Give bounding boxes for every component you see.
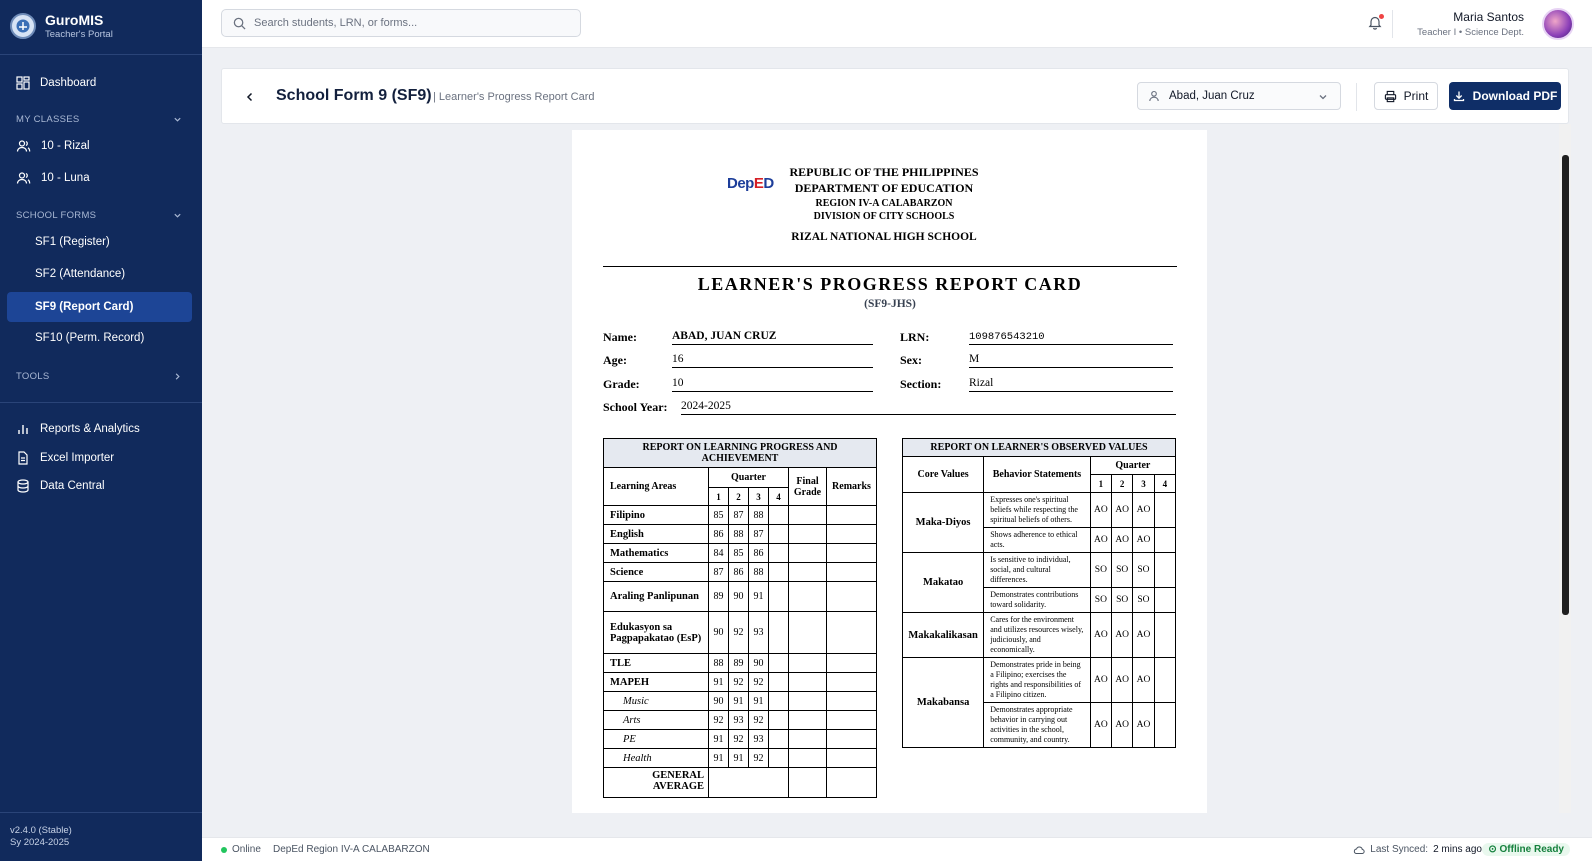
value-rating: AO: [1090, 658, 1111, 703]
avatar[interactable]: [1542, 8, 1574, 40]
value-rating: AO: [1133, 658, 1154, 703]
final-grade: [789, 506, 827, 525]
learning-area: English: [604, 525, 709, 544]
quarter-grade: 89: [729, 654, 749, 673]
nav-dashboard-label: Dashboard: [40, 77, 97, 89]
my-classes-section[interactable]: [16, 114, 182, 125]
quarter-grade: 93: [749, 612, 769, 654]
table-row: [604, 506, 877, 525]
region-label: DepEd Region IV-A CALABARZON: [273, 844, 430, 855]
report-subtitle: (SF9-JHS): [864, 298, 916, 310]
quarter-grade: 88: [709, 654, 729, 673]
divider: [1356, 83, 1357, 111]
quarter-grade: 90: [709, 692, 729, 711]
core-value: Maka-Diyos: [903, 493, 984, 553]
final-grade: [789, 525, 827, 544]
download-pdf-button[interactable]: [1449, 82, 1561, 110]
tools-section[interactable]: [16, 371, 182, 382]
quarter-grade: 88: [749, 563, 769, 582]
connection-status: [221, 844, 261, 855]
online-label: Online: [232, 844, 261, 855]
quarter-grade: [769, 563, 789, 582]
chevron-down-icon: [1318, 92, 1328, 102]
value-rating: [1154, 553, 1175, 588]
value-rating: AO: [1090, 493, 1111, 528]
last-synced-value: 2 mins ago: [1433, 844, 1482, 855]
col-quarter: Quarter: [1090, 457, 1175, 475]
nav-excel-importer[interactable]: [7, 444, 192, 472]
table-row: [604, 525, 877, 544]
table-cell: [789, 768, 827, 798]
value-rating: AO: [1133, 493, 1154, 528]
quarter-grade: [769, 749, 789, 768]
nav-dashboard[interactable]: [7, 69, 192, 97]
sync-status: [1353, 844, 1482, 855]
print-button[interactable]: [1374, 82, 1438, 110]
value-rating: [1154, 528, 1175, 553]
nav-data-central-label: Data Central: [40, 480, 105, 492]
quarter-grade: 85: [729, 544, 749, 563]
tools-label: TOOLS: [16, 371, 50, 382]
quarter-grade: 91: [749, 692, 769, 711]
page-header: [221, 68, 1569, 124]
status-bar: [202, 837, 1592, 861]
nav-sf1-label: SF1 (Register): [35, 236, 110, 248]
school-logo-icon: [10, 13, 36, 39]
grade-value: 10: [672, 377, 873, 392]
final-grade: [789, 692, 827, 711]
quarter-grade: 87: [709, 563, 729, 582]
quarter-grade: 93: [749, 730, 769, 749]
final-grade: [789, 612, 827, 654]
learning-area: Mathematics: [604, 544, 709, 563]
remarks: [827, 525, 877, 544]
chevron-down-icon: [173, 115, 182, 124]
quarter-header: 1: [1090, 475, 1111, 493]
value-rating: SO: [1090, 553, 1111, 588]
remarks: [827, 582, 877, 612]
page-title: School Form 9 (SF9): [276, 87, 432, 104]
dashboard-icon: [16, 76, 30, 90]
remarks: [827, 711, 877, 730]
quarter-header: 1: [709, 488, 729, 506]
value-rating: SO: [1112, 588, 1133, 613]
users-icon: [16, 139, 31, 153]
value-rating: [1154, 658, 1175, 703]
table-row: [604, 654, 877, 673]
remarks: [827, 730, 877, 749]
quarter-grade: 92: [749, 749, 769, 768]
value-rating: AO: [1090, 703, 1111, 748]
print-button-label: Print: [1403, 89, 1429, 103]
quarter-grade: [769, 711, 789, 730]
learning-area: Health: [604, 749, 709, 768]
divider: [1392, 10, 1393, 38]
learning-progress-table: [603, 438, 877, 798]
behavior-statement: Demonstrates appropriate behavior in carrying out activities in the school, community, and country.: [984, 703, 1091, 748]
quarter-grade: 91: [709, 730, 729, 749]
quarter-grade: [769, 544, 789, 563]
quarter-grade: 90: [729, 582, 749, 612]
department-heading: DEPARTMENT OF EDUCATION: [794, 181, 974, 195]
header-rule: [603, 266, 1177, 267]
quarter-grade: [769, 582, 789, 612]
school-year-label: Sy 2024-2025: [10, 837, 70, 848]
quarter-grade: 91: [749, 582, 769, 612]
learning-area: PE: [604, 730, 709, 749]
general-average-label: GENERAL AVERAGE: [604, 768, 709, 798]
age-value: 16: [672, 353, 873, 368]
learning-area: Music: [604, 692, 709, 711]
core-value: Makabansa: [903, 658, 984, 748]
quarter-grade: 92: [709, 711, 729, 730]
chevron-down-icon: [173, 211, 182, 220]
quarter-grade: [769, 612, 789, 654]
value-rating: [1154, 493, 1175, 528]
version-label: v2.4.0 (Stable): [10, 825, 72, 836]
col-core-values: Core Values: [903, 457, 984, 493]
school-forms-section[interactable]: [16, 210, 182, 221]
search-box[interactable]: [221, 9, 581, 37]
scrollbar-thumb[interactable]: [1562, 155, 1569, 615]
quarter-grade: [769, 525, 789, 544]
quarter-grade: 91: [729, 692, 749, 711]
quarter-grade: 93: [729, 711, 749, 730]
quarter-header: 4: [1154, 475, 1175, 493]
region-heading: REGION IV-A CALABARZON: [815, 198, 953, 209]
nav-data-central[interactable]: [7, 472, 192, 500]
nav-sf9-label: SF9 (Report Card): [35, 301, 134, 313]
quarter-grade: 86: [709, 525, 729, 544]
quarter-grade: 90: [749, 654, 769, 673]
school-forms-label: SCHOOL FORMS: [16, 210, 97, 221]
name-value: ABAD, JUAN CRUZ: [672, 330, 873, 345]
notification-button[interactable]: [1368, 15, 1382, 35]
progress-table-title: REPORT ON LEARNING PROGRESS AND ACHIEVEMENT: [604, 439, 877, 468]
nav-sf1[interactable]: [7, 228, 192, 256]
app-name: GuroMIS: [45, 12, 104, 28]
cloud-icon: [1353, 845, 1365, 855]
top-bar: [202, 0, 1592, 48]
chevron-left-icon: [244, 91, 256, 103]
col-quarter: Quarter: [709, 468, 789, 488]
nav-sf2[interactable]: [7, 260, 192, 288]
remarks: [827, 563, 877, 582]
printer-icon: [1384, 90, 1397, 103]
sidebar: [0, 0, 202, 861]
table-row: [604, 711, 877, 730]
learning-area: Edukasyon sa Pagpapakatao (EsP): [604, 612, 709, 654]
nav-class-luna[interactable]: [7, 164, 192, 192]
table-row: [604, 582, 877, 612]
table-cell: [827, 768, 877, 798]
quarter-grade: 86: [749, 544, 769, 563]
quarter-grade: 91: [729, 749, 749, 768]
table-row: [604, 563, 877, 582]
value-rating: AO: [1112, 493, 1133, 528]
final-grade: [789, 654, 827, 673]
nav-class-label: 10 - Rizal: [41, 140, 90, 152]
general-average-row: [604, 768, 877, 798]
quarter-header: 4: [769, 488, 789, 506]
final-grade: [789, 673, 827, 692]
value-rating: [1154, 703, 1175, 748]
nav-sf9[interactable]: [7, 292, 192, 322]
student-select-value: Abad, Juan Cruz: [1169, 90, 1255, 102]
nav-sf10[interactable]: [7, 324, 192, 352]
quarter-grade: 92: [749, 673, 769, 692]
value-rating: AO: [1090, 528, 1111, 553]
behavior-statement: Demonstrates contributions toward solidarity.: [984, 588, 1091, 613]
value-rating: AO: [1133, 613, 1154, 658]
value-rating: AO: [1112, 658, 1133, 703]
report-title: LEARNER'S PROGRESS REPORT CARD: [697, 274, 1083, 294]
table-row: [604, 749, 877, 768]
grade-label: Grade:: [603, 377, 640, 391]
check-circle-icon: ⊙: [1488, 844, 1500, 855]
age-label: Age:: [603, 353, 627, 367]
divider: [0, 54, 202, 55]
core-value: Makakalikasan: [903, 613, 984, 658]
quarter-grade: 87: [729, 506, 749, 525]
table-row: [903, 613, 1176, 658]
final-grade: [789, 730, 827, 749]
divider: [0, 812, 202, 813]
remarks: [827, 654, 877, 673]
final-grade: [789, 563, 827, 582]
final-grade: [789, 711, 827, 730]
offline-ready-badge: [1482, 843, 1570, 856]
col-final-grade: Final Grade: [789, 468, 827, 506]
observed-values-table: [902, 438, 1176, 748]
nav-excel-label: Excel Importer: [40, 452, 115, 464]
report-card-document: [572, 130, 1207, 813]
my-classes-label: MY CLASSES: [16, 114, 80, 125]
database-icon: [16, 479, 30, 493]
quarter-grade: 84: [709, 544, 729, 563]
student-select[interactable]: [1137, 82, 1341, 110]
quarter-header: 3: [749, 488, 769, 506]
final-grade: [789, 749, 827, 768]
remarks: [827, 612, 877, 654]
nav-class-label: 10 - Luna: [41, 172, 90, 184]
version-info: [10, 825, 72, 849]
behavior-statement: Shows adherence to ethical acts.: [984, 528, 1091, 553]
values-table-title: REPORT ON LEARNER'S OBSERVED VALUES: [903, 439, 1176, 457]
page-subtitle: | Learner's Progress Report Card: [433, 91, 595, 103]
value-rating: AO: [1112, 528, 1133, 553]
online-indicator: [221, 847, 227, 853]
last-synced-label: Last Synced:: [1370, 844, 1429, 855]
learning-area: Filipino: [604, 506, 709, 525]
value-rating: AO: [1133, 528, 1154, 553]
value-rating: AO: [1112, 703, 1133, 748]
final-grade: [789, 582, 827, 612]
download-icon: [1453, 90, 1465, 102]
file-icon: [16, 451, 30, 465]
behavior-statement: Cares for the environment and utilizes resources wisely, judiciously, and economically.: [984, 613, 1091, 658]
table-row: [604, 730, 877, 749]
value-rating: SO: [1133, 588, 1154, 613]
remarks: [827, 673, 877, 692]
school-year-label: School Year:: [603, 400, 668, 414]
table-row: [903, 493, 1176, 528]
quarter-grade: 92: [729, 612, 749, 654]
value-rating: AO: [1090, 613, 1111, 658]
user-name: Maria Santos: [1453, 10, 1524, 24]
divider: [0, 402, 202, 403]
quarter-grade: [769, 506, 789, 525]
bar-chart-icon: [16, 422, 30, 436]
general-average-value: [709, 768, 789, 798]
quarter-grade: 92: [729, 730, 749, 749]
brand[interactable]: [10, 12, 113, 40]
table-row: [903, 553, 1176, 588]
quarter-grade: 88: [749, 506, 769, 525]
table-row: [604, 612, 877, 654]
value-rating: SO: [1133, 553, 1154, 588]
user-role: Teacher I • Science Dept.: [1417, 27, 1524, 38]
values-table-body: [903, 493, 1176, 748]
quarter-grade: 89: [709, 582, 729, 612]
deped-logo: DepED: [727, 175, 774, 192]
quarter-header: 2: [1112, 475, 1133, 493]
behavior-statement: Is sensitive to individual, social, and cultural differences.: [984, 553, 1091, 588]
col-behavior-statements: Behavior Statements: [984, 457, 1091, 493]
quarter-grade: 87: [749, 525, 769, 544]
user-info[interactable]: [1417, 10, 1524, 38]
remarks: [827, 749, 877, 768]
back-button[interactable]: [244, 90, 256, 108]
quarter-grade: 91: [709, 749, 729, 768]
quarter-grade: 91: [709, 673, 729, 692]
lrn-value: 109876543210: [969, 330, 1173, 345]
quarter-grade: [769, 673, 789, 692]
col-learning-areas: Learning Areas: [604, 468, 709, 506]
quarter-grade: 92: [729, 673, 749, 692]
quarter-grade: [769, 692, 789, 711]
value-rating: SO: [1112, 553, 1133, 588]
value-rating: [1154, 588, 1175, 613]
table-row: [604, 544, 877, 563]
school-name: RIZAL NATIONAL HIGH SCHOOL: [791, 231, 977, 243]
division-heading: DIVISION OF CITY SCHOOLS: [813, 211, 955, 222]
behavior-statement: Demonstrates pride in being a Filipino; exercises the rights and responsibilities of a Filipino citizen.: [984, 658, 1091, 703]
chevron-right-icon: [173, 372, 182, 381]
nav-sf10-label: SF10 (Perm. Record): [35, 332, 145, 344]
users-icon: [16, 171, 31, 185]
quarter-grade: 90: [709, 612, 729, 654]
search-input[interactable]: [254, 17, 554, 29]
quarter-grade: 86: [729, 563, 749, 582]
table-row: [903, 658, 1176, 703]
core-value: Makatao: [903, 553, 984, 613]
quarter-grade: [769, 654, 789, 673]
name-label: Name:: [603, 330, 637, 344]
learning-area: Science: [604, 563, 709, 582]
nav-sf2-label: SF2 (Attendance): [35, 268, 126, 280]
remarks: [827, 544, 877, 563]
value-rating: AO: [1112, 613, 1133, 658]
progress-table-body: [604, 506, 877, 798]
remarks: [827, 506, 877, 525]
republic-heading: REPUBLIC OF THE PHILIPPINES: [789, 165, 979, 179]
learning-area: TLE: [604, 654, 709, 673]
notification-badge: [1379, 14, 1384, 19]
quarter-grade: 92: [749, 711, 769, 730]
section-label: Section:: [900, 377, 942, 391]
nav-class-rizal[interactable]: [7, 132, 192, 160]
quarter-grade: 85: [709, 506, 729, 525]
lrn-label: LRN:: [900, 330, 930, 344]
col-remarks: Remarks: [827, 468, 877, 506]
nav-reports[interactable]: [7, 415, 192, 443]
offline-ready-label: Offline Ready: [1499, 844, 1564, 855]
search-icon: [233, 17, 246, 30]
user-icon: [1148, 90, 1160, 102]
value-rating: [1154, 613, 1175, 658]
school-year-value: 2024-2025: [681, 400, 1176, 415]
download-pdf-label: Download PDF: [1472, 89, 1558, 103]
learning-area: MAPEH: [604, 673, 709, 692]
remarks: [827, 692, 877, 711]
learning-area: Arts: [604, 711, 709, 730]
quarter-grade: 88: [729, 525, 749, 544]
table-row: [604, 673, 877, 692]
table-row: [604, 692, 877, 711]
sex-label: Sex:: [900, 353, 922, 367]
value-rating: AO: [1133, 703, 1154, 748]
final-grade: [789, 544, 827, 563]
quarter-header: 3: [1133, 475, 1154, 493]
learning-area: Araling Panlipunan: [604, 582, 709, 612]
quarter-header: 2: [729, 488, 749, 506]
sex-value: M: [969, 353, 1173, 368]
section-value: Rizal: [969, 377, 1173, 392]
value-rating: SO: [1090, 588, 1111, 613]
app-subtitle: Teacher's Portal: [45, 29, 113, 40]
nav-reports-label: Reports & Analytics: [40, 423, 140, 435]
quarter-grade: [769, 730, 789, 749]
behavior-statement: Expresses one's spiritual beliefs while respecting the spiritual beliefs of others.: [984, 493, 1091, 528]
